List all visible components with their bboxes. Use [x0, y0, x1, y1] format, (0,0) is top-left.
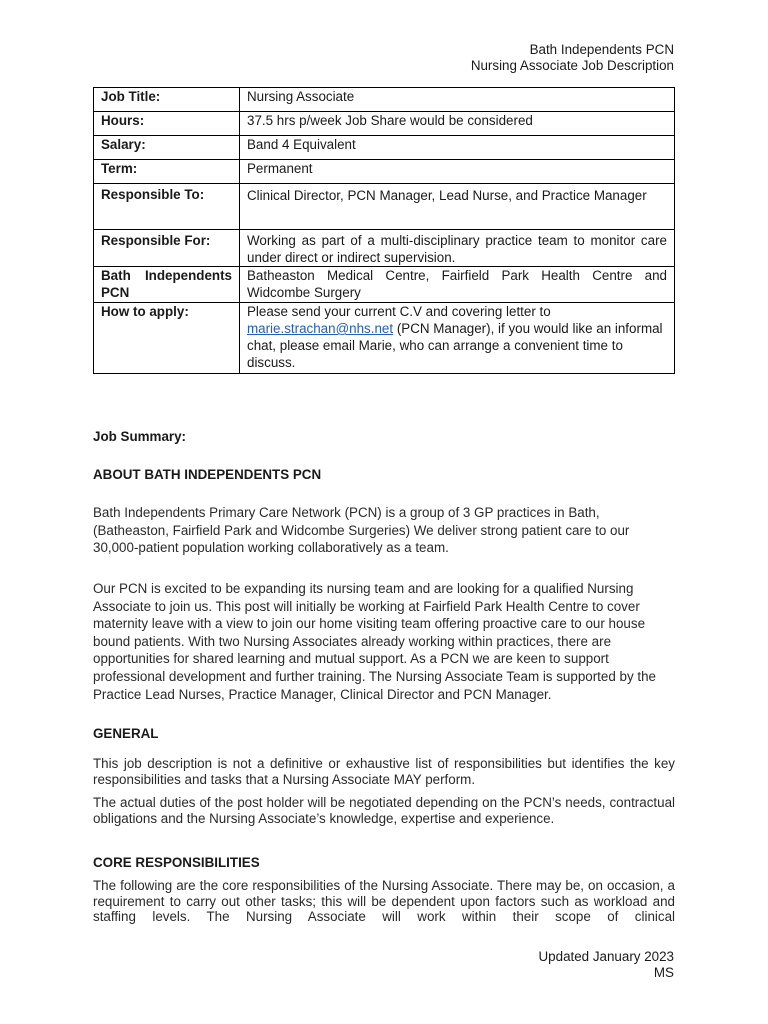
row-label: Responsible To: — [94, 184, 240, 230]
about-heading: ABOUT BATH INDEPENDENTS PCN — [93, 467, 322, 482]
email-link[interactable]: marie.strachan@nhs.net — [247, 321, 394, 336]
core-heading: CORE RESPONSIBILITIES — [93, 855, 260, 870]
footer-initials: MS — [653, 965, 674, 980]
table-row — [94, 88, 675, 112]
row-label: Job Title: — [94, 88, 240, 112]
general-heading: GENERAL — [93, 726, 159, 741]
table-row — [94, 184, 675, 230]
about-paragraph: Bath Independents Primary Care Network (PCN) is a group of 3 GP practices in Bath, (Batheaston, Fairfield Park and Widcombe Surgeries) We deliver strong patient care to our 30,000-patient population working collaboratively as a team. — [93, 505, 630, 556]
row-value: Batheaston Medical Centre, Fairfield Park Health Centre and Widcombe Surgery — [240, 267, 675, 303]
row-label — [94, 267, 240, 303]
footer-updated: Updated January 2023 — [538, 949, 674, 964]
apply-text-before: Please send your current C.V and covering letter to — [247, 304, 551, 319]
general-paragraph: The actual duties of the post holder will be negotiated depending on the PCN’s needs, contractual obligations and the Nursing Associate’s knowledge, expertise and experience. — [93, 795, 675, 826]
job-summary-heading: Job Summary: — [93, 429, 187, 444]
general-paragraph: This job description is not a definitive or exhaustive list of responsibilities but identifies the key responsibilities and tasks that a Nursing Associate MAY perform. — [93, 756, 675, 787]
row-label-line: Bath Independents — [101, 268, 232, 283]
row-label: Salary: — [94, 136, 240, 160]
row-label: How to apply: — [94, 303, 240, 374]
row-value: Nursing Associate — [240, 88, 675, 112]
row-label-line: PCN — [101, 285, 130, 300]
row-value: Working as part of a multi-disciplinary practice team to monitor care under direct or indirect supervision. — [240, 230, 675, 267]
row-label: Hours: — [94, 112, 240, 136]
table-row — [94, 136, 675, 160]
table-row — [94, 230, 675, 267]
row-value: 37.5 hrs p/week Job Share would be considered — [240, 112, 675, 136]
row-value: Permanent — [240, 160, 675, 184]
row-value: Band 4 Equivalent — [240, 136, 675, 160]
row-value — [240, 303, 675, 374]
table-row — [94, 267, 675, 303]
row-label: Term: — [94, 160, 240, 184]
apply-text-after: (PCN Manager), if you would like an informal chat, please email Marie, who can arrange a convenient time to discuss. — [247, 321, 663, 370]
about-paragraph: Our PCN is excited to be expanding its nursing team and are looking for a qualified Nursing Associate to join us. This post will initially be working at Fairfield Park Health Centre to cover maternity leave with a view to join our home visiting team offering proactive care to our house bound patients. With two Nursing Associates already working within practices, there are opportunities for shared learning and mutual support. As a PCN we are keen to support professional development and further training. The Nursing Associate Team is supported by the Practice Lead Nurses, Practice Manager, Clinical Director and PCN Manager. — [93, 581, 656, 702]
page-footer — [539, 949, 675, 981]
row-label: Responsible For: — [94, 230, 240, 267]
job-details-table — [93, 87, 675, 374]
table-row — [94, 160, 675, 184]
core-paragraph: The following are the core responsibilities of the Nursing Associate. There may be, on occasion, a requirement to carry out other tasks; this will be dependent upon factors such as workload and staffing levels. The Nursing Associate will work within their scope of clinical — [93, 878, 675, 924]
header-doc-title: Nursing Associate Job Description — [470, 58, 674, 73]
table-row — [94, 112, 675, 136]
table-row — [94, 303, 675, 374]
page-header — [471, 42, 674, 74]
header-org: Bath Independents PCN — [529, 42, 674, 57]
row-value: Clinical Director, PCN Manager, Lead Nurse, and Practice Manager — [240, 184, 675, 230]
